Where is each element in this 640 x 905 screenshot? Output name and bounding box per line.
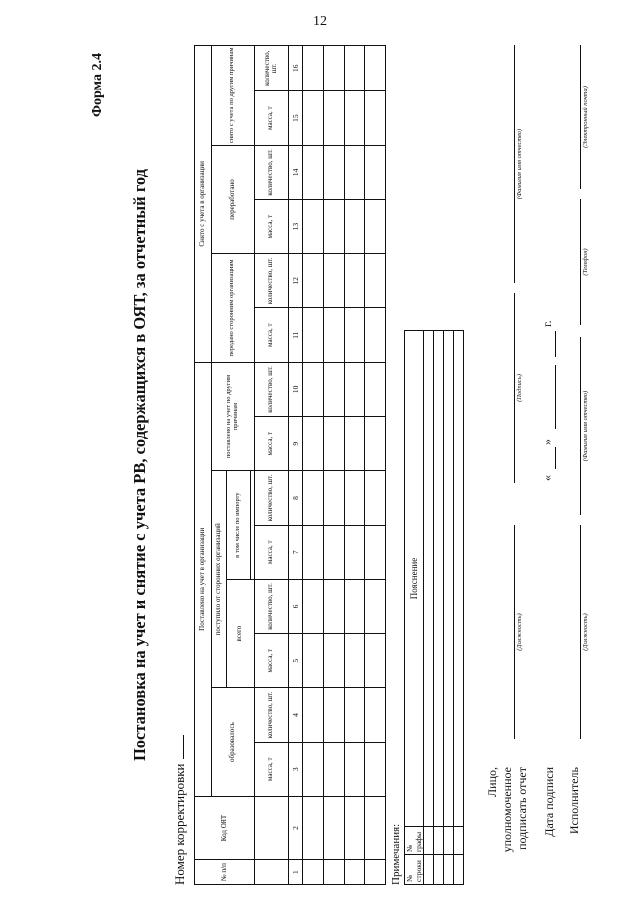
header-removed: Снято с учета в организации bbox=[195, 46, 212, 363]
header-formed: образовалось bbox=[212, 688, 255, 797]
empty-cell[interactable] bbox=[303, 688, 324, 742]
executor-position-line[interactable] bbox=[580, 525, 581, 739]
correction-number bbox=[172, 735, 188, 885]
page-number: 12 bbox=[313, 14, 327, 29]
notes-cell[interactable] bbox=[444, 827, 454, 855]
col-number: 11 bbox=[288, 308, 303, 362]
unit-mass: масса, т bbox=[254, 91, 288, 145]
unit-qty: количество, шт. bbox=[254, 688, 288, 742]
header-other-reasons-rem: снято с учета по другим причинам bbox=[212, 46, 255, 146]
empty-cell[interactable] bbox=[344, 525, 365, 579]
notes-col-column: № графы bbox=[405, 827, 424, 855]
empty-cell[interactable] bbox=[365, 860, 386, 885]
signing-date-label: Дата подписи bbox=[542, 767, 556, 837]
date-day-line[interactable] bbox=[555, 447, 556, 469]
empty-cell[interactable] bbox=[344, 362, 365, 416]
table-row bbox=[323, 46, 344, 885]
empty-cell[interactable] bbox=[323, 688, 344, 742]
executor-phone-line[interactable] bbox=[580, 199, 581, 325]
empty-cell[interactable] bbox=[323, 200, 344, 254]
unit-mass: масса, т bbox=[254, 308, 288, 362]
empty-cell[interactable] bbox=[323, 742, 344, 796]
executor-phone-caption: (Телефон) bbox=[582, 248, 589, 276]
col-number: 7 bbox=[288, 525, 303, 579]
empty-cell[interactable] bbox=[365, 200, 386, 254]
empty-cell[interactable] bbox=[365, 145, 386, 199]
header-total: всего bbox=[226, 579, 254, 688]
executor-email-caption: (Электронный почта) bbox=[582, 86, 589, 148]
notes-cell[interactable] bbox=[424, 855, 434, 885]
empty-cell[interactable] bbox=[365, 308, 386, 362]
units-row bbox=[254, 46, 288, 885]
authorized-position-caption: (Должность) bbox=[516, 613, 523, 651]
notes-label: Примечания: bbox=[390, 823, 402, 885]
empty-cell[interactable] bbox=[303, 525, 324, 579]
col-number: 12 bbox=[288, 254, 303, 308]
empty-cell[interactable] bbox=[365, 417, 386, 471]
date-year-suffix: г. bbox=[540, 320, 554, 327]
col-number: 3 bbox=[288, 742, 303, 796]
rotated-form-sheet bbox=[80, 45, 600, 885]
notes-cell[interactable] bbox=[444, 331, 454, 827]
empty-cell[interactable] bbox=[365, 742, 386, 796]
empty-cell[interactable] bbox=[344, 417, 365, 471]
empty-cell[interactable] bbox=[303, 200, 324, 254]
empty-cell[interactable] bbox=[323, 308, 344, 362]
date-month-line[interactable] bbox=[555, 365, 556, 429]
empty-cell[interactable] bbox=[303, 742, 324, 796]
empty-cell[interactable] bbox=[365, 254, 386, 308]
empty-cell[interactable] bbox=[344, 308, 365, 362]
header-received-other: поступило от сторонних организаций bbox=[212, 471, 227, 688]
col-number: 4 bbox=[288, 688, 303, 742]
empty-cell[interactable] bbox=[303, 860, 324, 885]
date-close-quote: » bbox=[540, 439, 554, 445]
authorized-position-line[interactable] bbox=[514, 525, 515, 739]
col-number: 15 bbox=[288, 91, 303, 145]
header-num: № п/п bbox=[195, 860, 255, 885]
col-number: 13 bbox=[288, 200, 303, 254]
main-table bbox=[194, 45, 386, 885]
empty-cell[interactable] bbox=[303, 634, 324, 688]
header-incl-import: в том числе по импорту bbox=[226, 471, 250, 580]
notes-table bbox=[404, 330, 464, 885]
empty-cell[interactable] bbox=[303, 796, 324, 859]
empty-cell[interactable] bbox=[323, 860, 344, 885]
empty-cell[interactable] bbox=[323, 471, 344, 525]
empty-cell[interactable] bbox=[323, 46, 344, 92]
notes-cell[interactable] bbox=[424, 331, 434, 827]
empty-cell[interactable] bbox=[323, 417, 344, 471]
header-registered: Поставлено на учет в организации bbox=[195, 362, 212, 796]
executor-position-caption: (Должность) bbox=[582, 613, 589, 651]
executor-email-line[interactable] bbox=[580, 45, 581, 189]
empty-cell[interactable] bbox=[323, 362, 344, 416]
authorized-person-label: Лицо, уполномоченное подписать отчет bbox=[485, 767, 529, 853]
empty-cell[interactable] bbox=[365, 688, 386, 742]
empty-cell[interactable] bbox=[365, 525, 386, 579]
correction-blank bbox=[173, 735, 184, 759]
date-year-line[interactable] bbox=[555, 331, 556, 357]
unit-mass: масса, т bbox=[254, 634, 288, 688]
header-code: Код ОЯТ bbox=[195, 796, 255, 859]
unit-qty: количество, шт. bbox=[254, 471, 288, 525]
empty-cell[interactable] bbox=[303, 362, 324, 416]
empty-cell[interactable] bbox=[344, 634, 365, 688]
header-reprocessed: переработано bbox=[212, 145, 255, 254]
empty-cell[interactable] bbox=[344, 145, 365, 199]
empty-cell[interactable] bbox=[303, 308, 324, 362]
executor-fullname-line[interactable] bbox=[580, 337, 581, 515]
col-number: 14 bbox=[288, 145, 303, 199]
notes-cell[interactable] bbox=[444, 855, 454, 885]
form-label: Форма 2.4 bbox=[90, 53, 105, 118]
empty-cell[interactable] bbox=[323, 145, 344, 199]
notes-cell[interactable] bbox=[454, 331, 464, 827]
table-row bbox=[365, 46, 386, 885]
empty-cell[interactable] bbox=[303, 91, 324, 145]
col-number: 2 bbox=[288, 796, 303, 859]
unit-mass: масса, т bbox=[254, 200, 288, 254]
empty-cell[interactable] bbox=[344, 91, 365, 145]
header-other-reasons-reg: поставлено на учет по другим причинам bbox=[212, 362, 255, 471]
empty-cell[interactable] bbox=[344, 471, 365, 525]
authorized-signature-caption: (Подпись) bbox=[516, 374, 523, 402]
empty-cell[interactable] bbox=[365, 579, 386, 633]
empty-cell[interactable] bbox=[344, 46, 365, 92]
notes-cell[interactable] bbox=[434, 331, 444, 827]
empty-cell[interactable] bbox=[303, 579, 324, 633]
empty-cell[interactable] bbox=[323, 634, 344, 688]
empty-cell[interactable] bbox=[303, 471, 324, 525]
empty-cell[interactable] bbox=[323, 579, 344, 633]
unit-mass: масса, т bbox=[254, 417, 288, 471]
col-number: 8 bbox=[288, 471, 303, 525]
executor-label: Исполнитель bbox=[567, 767, 581, 835]
unit-qty: количество, шт. bbox=[254, 254, 288, 308]
notes-col-row: № строки bbox=[405, 855, 424, 885]
empty-cell[interactable] bbox=[365, 91, 386, 145]
column-numbers-row bbox=[288, 46, 303, 885]
empty-cell[interactable] bbox=[344, 742, 365, 796]
authorized-signature-line[interactable] bbox=[514, 293, 515, 483]
empty-cell[interactable] bbox=[344, 579, 365, 633]
empty-cell[interactable] bbox=[344, 860, 365, 885]
units-empty bbox=[254, 860, 288, 885]
col-number: 16 bbox=[288, 46, 303, 92]
empty-cell[interactable] bbox=[365, 471, 386, 525]
unit-qty: количество, шт. bbox=[254, 145, 288, 199]
executor-fullname-caption: (Фамилия имя отчество) bbox=[582, 390, 589, 462]
notes-cell[interactable] bbox=[434, 827, 444, 855]
notes-col-explanation: Пояснение bbox=[405, 331, 424, 827]
unit-qty: количество, шт. bbox=[254, 46, 288, 92]
empty-cell[interactable] bbox=[303, 145, 324, 199]
notes-cell[interactable] bbox=[424, 827, 434, 855]
empty-cell[interactable] bbox=[365, 46, 386, 92]
notes-cell[interactable] bbox=[454, 827, 464, 855]
empty-cell[interactable] bbox=[323, 796, 344, 859]
notes-cell[interactable] bbox=[434, 855, 444, 885]
authorized-fullname-caption: (Фамилия имя отчество) bbox=[516, 128, 523, 200]
table-row bbox=[303, 46, 324, 885]
units-empty bbox=[254, 796, 288, 859]
notes-cell[interactable] bbox=[454, 855, 464, 885]
empty-cell[interactable] bbox=[323, 254, 344, 308]
empty-cell[interactable] bbox=[344, 796, 365, 859]
unit-mass: масса, т bbox=[254, 525, 288, 579]
empty-cell[interactable] bbox=[365, 634, 386, 688]
empty-cell[interactable] bbox=[365, 796, 386, 859]
col-number: 6 bbox=[288, 579, 303, 633]
empty-cell[interactable] bbox=[323, 91, 344, 145]
empty-cell[interactable] bbox=[365, 362, 386, 416]
form-title: Постановка на учет и снятие с учета РВ, содержащихся в ОЯТ, за отчетный год bbox=[130, 168, 149, 762]
unit-qty: количество, шт. bbox=[254, 579, 288, 633]
col-number: 1 bbox=[288, 860, 303, 885]
header-transferred: передано сторонним организациям bbox=[212, 254, 255, 363]
unit-mass: масса, т bbox=[254, 742, 288, 796]
table-row bbox=[344, 46, 365, 885]
col-number: 9 bbox=[288, 417, 303, 471]
empty-cell[interactable] bbox=[303, 46, 324, 92]
empty-cell[interactable] bbox=[344, 688, 365, 742]
empty-cell[interactable] bbox=[344, 200, 365, 254]
empty-cell[interactable] bbox=[344, 254, 365, 308]
date-open-quote: « bbox=[540, 475, 554, 481]
col-number: 5 bbox=[288, 634, 303, 688]
correction-label: Номер корректировки bbox=[172, 763, 187, 885]
empty-cell[interactable] bbox=[323, 525, 344, 579]
empty-cell[interactable] bbox=[303, 417, 324, 471]
unit-qty: количество, шт. bbox=[254, 362, 288, 416]
empty-cell[interactable] bbox=[303, 254, 324, 308]
col-number: 10 bbox=[288, 362, 303, 416]
authorized-fullname-line[interactable] bbox=[514, 45, 515, 283]
